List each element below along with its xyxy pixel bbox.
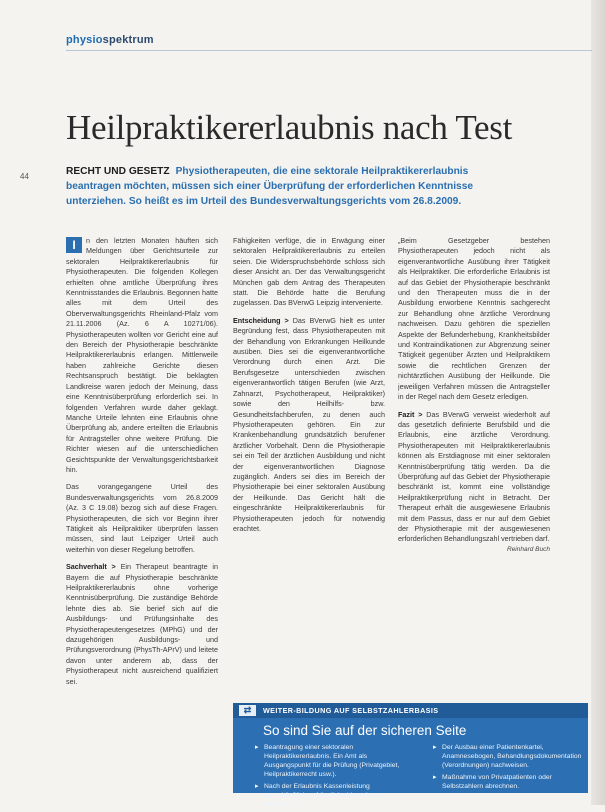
article-column-2 [233, 236, 385, 616]
list-item: ▸ Der Ausbau einer Patientenkartei, Anamnesebogen, Behandlungsdokumentation (Verordnungen) nachweisen. [433, 743, 585, 770]
author-byline: Reinhard Buch [507, 545, 550, 553]
article-lead [66, 164, 496, 209]
drop-cap: I [66, 237, 82, 253]
paragraph [233, 316, 385, 535]
paragraph [66, 236, 218, 475]
paragraph-text: Das BVerwG hielt es unter Begründung fest, dass Physiotherapeuten mit der Behandlung von Erkrankungen Heilkunde ausüben. Dies sei die eigenverantwortliche Verordnung durch einen Arzt. Die Berufsgesetze unterschieden zwischen eigenverantwortlich tätigen Berufen (wie Arzt, Zahnarzt, Psychotherapeut, Heilpraktiker) sowie den Heilhilfs- bzw. Gesundheitsfachberufen, zu denen auch Physiotherapeuten gehören. Ein zur Krankenbehandlung grundsätzlich berufener ärztlicher Vorbehalt. Denn die Physiotherapie sei ein Teil der ärztlichen Ausbildung und nicht der eigenverantwortlichen Diagnose zugänglich. Anders sei dies im Bereich der Physiotherapie bei einer sektoralen Ausübung der Heilkunde. Das Gericht hält die eingeschränkte Heilpraktikererlaubnis für Physiotherapeuten jedoch für notwendig erachtet. [233, 315, 385, 533]
paragraph: Fähigkeiten verfüge, die in Erwägung einer sektoralen Heilpraktikererlaubnis zu erteilen seien. Die Widerspruchsbehörde schloss sich dieser Ansicht an. Der das Verwaltungsgericht München gab dem Antrag des Therapeuten statt. Die Behörde hatte die Berufung zugelassen. Das BVerwG Leipzig intervenierte. [233, 236, 385, 308]
section-header [66, 34, 154, 46]
article-column-1 [66, 236, 218, 796]
page-number: 44 [20, 172, 29, 181]
list-item: ▸ Maßnahme von Privatpatienten oder Selbstzahlern abrechnen. [433, 773, 585, 791]
article-column-3 [398, 236, 550, 616]
info-box-title: So sind Sie auf der sicheren Seite [263, 723, 467, 738]
paragraph-text: n den letzten Monaten häuften sich Meldungen über Gerichtsurteile zur sektoralen Heilpraktikererlaubnis für Physiotherapeuten. Die folgenden Kollegen erhielten ohne amtliche Überprüfung ihres Kenntnisstandes die Erlaubnis. Begonnen hatte alles mit dem Urteil des Oberverwaltungsgerichts Rheinland-Pfalz vom 21.11.2006 (Az. 6 A 10271/06). Physiotherapeuten wollten vor Gericht eine auf den Bereich der Physiotherapie beschränkte Heilpraktikererlaubnis erlangen. Mittlerweile haben zahlreiche Gerichte diesen Rechtsanspruch bestätigt. Die beklagten Landkreise waren jedoch der Meinung, dass eine Kenntnisüberprüfung erforderlich sei. In folgenden Verfahren wurde daher geklagt. Manche Urteile lehnten eine Erlaubnis ohne Überprüfung ab, andere erteilten die Erlaubnis für Antragsteller ohne weitere Prüfung. Die Richter wiesen auf die unterschiedlichen Gesichtspunkte der Verwaltungsgerichtsbarkeit hin. [66, 236, 218, 474]
run-in-heading: Fazit > [398, 409, 423, 419]
list-item: ▸ Beantragung einer sektoralen Heilpraktikererlaubnis. Ein Amt als Ausgangspunkt für die Prüfung (Privatgebiet, Heilpraktikerrecht usw.). [255, 743, 407, 779]
paragraph: „Beim Gesetzgeber bestehen Physiotherapeuten jedoch nicht als eigenverantwortliche Ausübung ihrer Tätigkeit als Heilpraktiker. Die erforderliche Erlaubnis ist auf das Gebiet der Physiotherapie beschränkt und den Therapeuten muss die in der Ausbildung erworbene Kenntnis sachgerecht zur Behandlung ohne ärztliche Verordnung nachweisen. Dazu gehören die speziellen Aspekte der Befunderhebung, Krankheitsbilder und Kontraindikationen zur Abgrenzung seiner Tätigkeit gegenüber Ärzten und Heilpraktikern sowie die rechtlichen Grenzen der nichtärztlichen Ausübung der Heilkunde. Die jeweiligen Verfahren müssen die Antragsteller in der Regel nach dem Gesetz erledigen. [398, 236, 550, 402]
info-box-header [233, 703, 588, 718]
run-in-heading: Entscheidung > [233, 315, 289, 325]
section-header-prefix: physio [66, 34, 103, 46]
header-divider [66, 50, 592, 51]
info-box-kicker: WEITER-BILDUNG AUF SELBSTZAHLERBASIS [263, 706, 439, 715]
paragraph [398, 410, 550, 556]
info-box-list-right [433, 743, 585, 794]
scan-edge-shadow [591, 0, 605, 805]
article-lead-text: Physiotherapeuten, die eine sektorale Heilpraktikererlaubnis beantragen möchten, müssen sich einer Überprüfung der erforderlichen Kenntnisse unterziehen. So heißt es im Urteil des Bundesverwaltungsgerichts vom 26.8.2009. [66, 166, 474, 207]
article-title: Heilpraktikererlaubnis nach Test [66, 108, 513, 147]
run-in-heading: Sachverhalt > [66, 562, 116, 572]
info-box [233, 703, 588, 808]
paragraph: Das vorangegangene Urteil des Bundesverwaltungsgerichts vom 26.8.2009 (Az. 3 C 19.08) bezog sich auf diese Fragen. Physiotherapeuten, die sich vor Beginn ihrer Tätigkeit als Heilpraktiker überprüfen lassen müssen, sind laut Leipziger Urteil auch weiterhin von dieser Regelung betroffen. [66, 482, 218, 554]
paragraph-text: Ein Therapeut beantragte in Bayern die auf Physiotherapie beschränkte Heilpraktikererlaubnis ohne vorherige Kenntnisüberprüfung. Die zuständige Behörde lehnte dies ab. Sie berief sich auf die Ausbildungs- und Prüfungsinhalte des Physiotherapeutengesetzes (MPhG) und der dazugehörigen Ausbildungs- und Prüfungsverordnung (PhysTh-APrV) und leitete davon unter anderem ab, dass der Physiotherapeut nicht ausreichend qualifiziert sei. [66, 562, 218, 686]
paragraph [66, 562, 218, 687]
section-header-suffix: spektrum [102, 34, 154, 46]
arrows-icon: ⇄ [239, 705, 256, 716]
article-kicker: RECHT UND GESETZ [66, 166, 170, 177]
paragraph-text: Das BVerwG verweist wiederholt auf das gesetzlich definierte Berufsbild und die Erlaubnis, eine ärztliche Verordnung. Physiotherapeuten mit Heilpraktikererlaubnis können als Erstdiagnose mit einer sektoralen Kenntnisüberprüfung tätig werden. Da die Überprüfung auf das Gebiet der Physiotherapie beschränkt ist, kommt eine vollständige Heilpraktikerprüfung nicht in Betracht. Der Therapeut erhält die ausgewiesene Erlaubnis mit dem Passus, dass er nur auf dem Gebiet der Physiotherapie mit der ausgewiesenen erforderlichen Behandlungszahl vertrieben darf. [398, 409, 550, 544]
list-item: ▸ Nach der Erlaubnis Kassenleistung ausschließlich auf ärztliche Verordnung durchführen. [255, 782, 407, 809]
info-box-list-left [255, 743, 407, 812]
